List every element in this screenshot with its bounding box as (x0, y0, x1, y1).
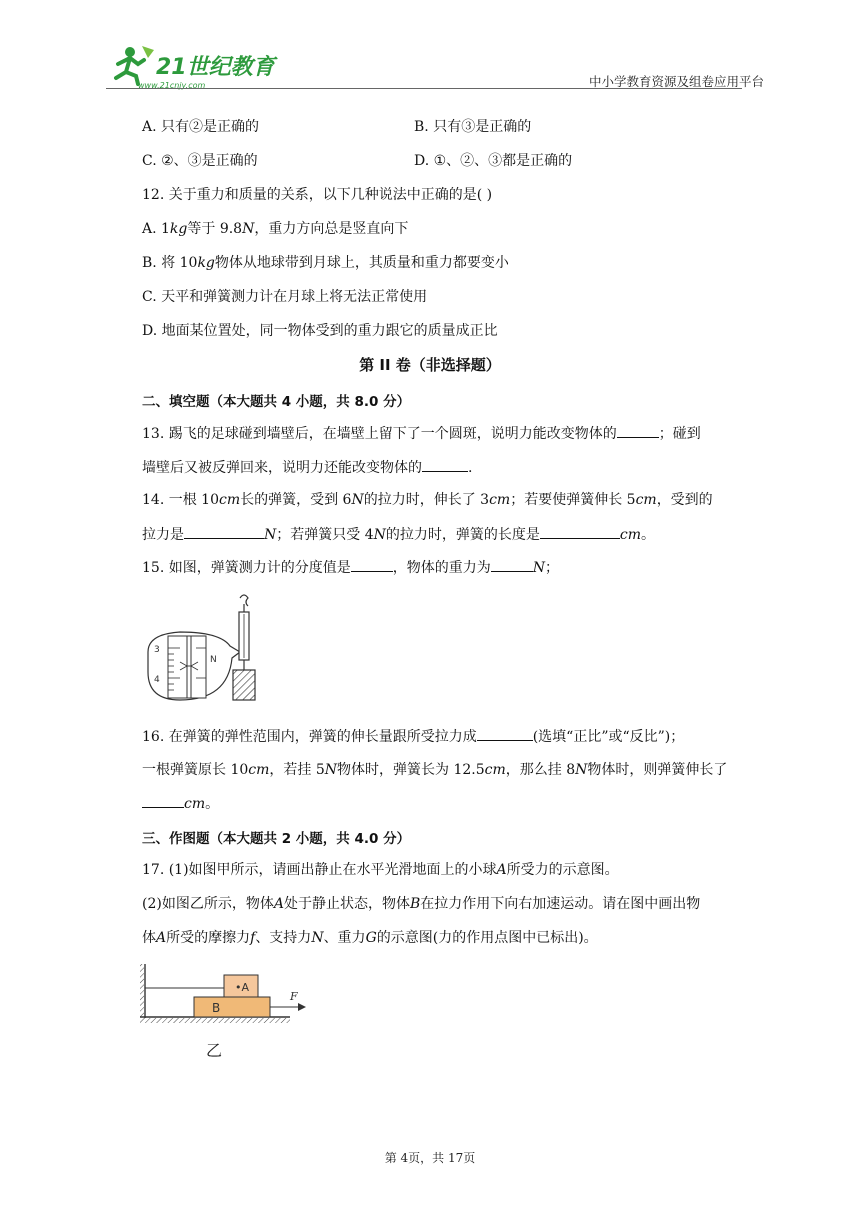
section-drawing-heading: 三、作图题（本大题共 2 小题，共 4.0 分） (142, 831, 411, 847)
logo-text: 21世纪教育 (156, 55, 275, 80)
q16-line-2: 一根弹簧原长 10cm，若挂 5N物体时，弹簧长为 12.5cm，那么挂 8N物体时，则弹簧伸长了 (142, 762, 728, 778)
answer-blank (540, 524, 620, 539)
answer-blank (617, 423, 659, 438)
svg-text:F: F (290, 990, 298, 1003)
answer-blank (351, 557, 393, 572)
q14-line-2: 拉力是 N；若弹簧只受 4N的拉力时，弹簧的长度是 cm。 (142, 524, 655, 545)
svg-text:•A: •A (235, 981, 250, 994)
q11-option-c: C. ②、③是正确的 (142, 153, 258, 169)
answer-blank (184, 524, 264, 539)
answer-blank (422, 457, 468, 472)
part-2-title: 第 II 卷（非选择题） (359, 356, 501, 374)
q12-option-c: C. 天平和弹簧测力计在月球上将无法正常使用 (142, 289, 428, 305)
q13-line-1: 13. 踢飞的足球碰到墙壁后，在墙壁上留下了一个圆斑，说明力能改变物体的 ；碰到 (142, 423, 701, 444)
answer-blank (491, 557, 533, 572)
svg-text:乙: 乙 (206, 1041, 223, 1060)
header-divider (106, 88, 742, 89)
svg-text:N: N (210, 655, 217, 665)
q12-stem: 12. 关于重力和质量的关系，以下几种说法中正确的是( ) (142, 187, 493, 203)
q12-option-d: D. 地面某位置处，同一物体受到的重力跟它的质量成正比 (142, 323, 498, 339)
q12-option-b: B. 将 10kg物体从地球带到月球上，其质量和重力都要变小 (142, 255, 509, 271)
spring-scale-figure (140, 590, 270, 710)
q15-stem: 15. 如图，弹簧测力计的分度值是 ，物体的重力为 N； (142, 557, 559, 578)
q16-line-1: 16. 在弹簧的弹性范围内，弹簧的伸长量跟所受拉力成 (选填“正比”或“反比”)； (142, 726, 684, 747)
q14-line-1: 14. 一根 10cm长的弹簧，受到 6N的拉力时，伸长了 3cm；若要使弹簧伸长 5cm，受到的 (142, 492, 713, 508)
answer-blank (142, 793, 184, 808)
svg-text:4: 4 (154, 675, 160, 685)
section-fill-blank-heading: 二、填空题（本大题共 4 小题，共 8.0 分） (142, 394, 411, 410)
svg-text:B: B (212, 1001, 221, 1015)
site-logo (108, 42, 288, 90)
running-figure-icon (116, 46, 154, 84)
answer-blank (477, 726, 533, 741)
q12-option-a: A. 1kg等于 9.8N，重力方向总是竖直向下 (142, 221, 409, 237)
page-header (108, 40, 764, 92)
block-diagram-figure (138, 962, 308, 1062)
page-footer: 第 4页，共 17页 (384, 1151, 476, 1165)
q17-line-3: 体A所受的摩擦力f、支持力N、重力G的示意图(力的作用点图中已标出)。 (142, 930, 598, 946)
q13-line-2: 墙壁后又被反弹回来，说明力还能改变物体的 . (142, 457, 472, 478)
q16-line-3: cm。 (142, 793, 219, 814)
logo-url: www.21cnjy.com (138, 81, 206, 90)
q11-option-b: B. 只有③是正确的 (414, 119, 532, 135)
q17-line-1: 17. (1)如图甲所示，请画出静止在水平光滑地面上的小球A所受力的示意图。 (142, 862, 619, 878)
brand-text: 中小学教育资源及组卷应用平台 (588, 74, 764, 89)
q11-option-d: D. ①、②、③都是正确的 (414, 153, 573, 169)
svg-text:3: 3 (154, 645, 160, 655)
q17-line-2: (2)如图乙所示，物体A处于静止状态，物体B在拉力作用下向右加速运动。请在图中画出物 (142, 896, 701, 912)
q11-option-a: A. 只有②是正确的 (142, 119, 260, 135)
